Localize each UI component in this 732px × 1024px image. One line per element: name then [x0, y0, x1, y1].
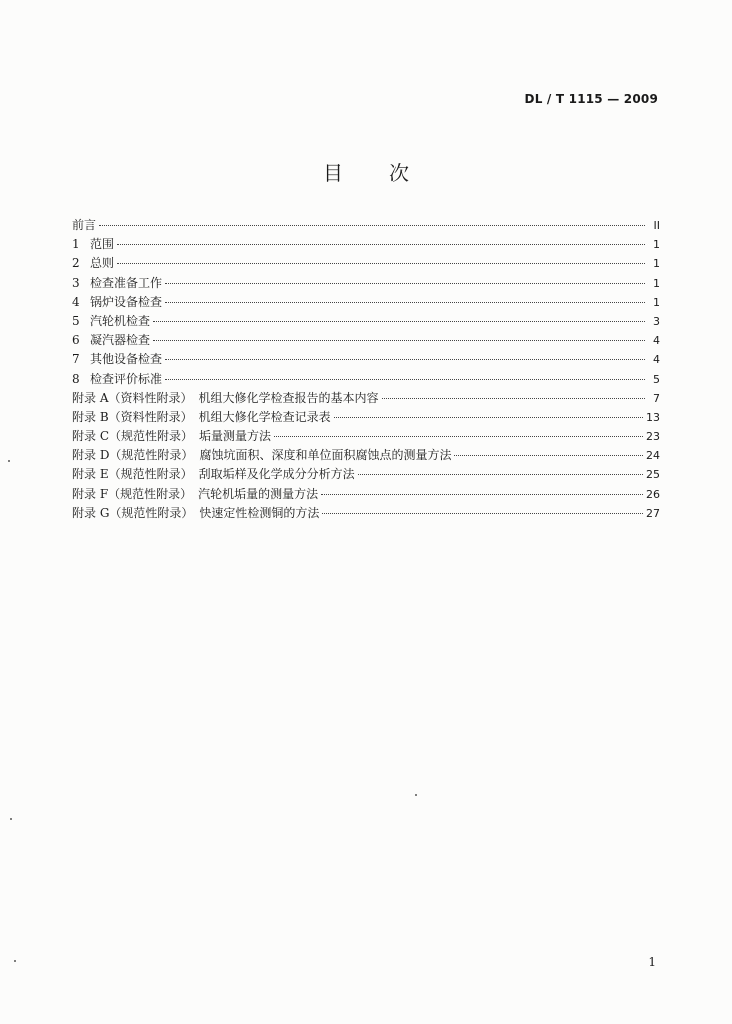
toc-entry-page: 4 — [653, 334, 660, 348]
toc-entry-page: 25 — [646, 468, 660, 482]
toc-entry-number: 附录 D（规范性附录） — [72, 448, 194, 463]
toc-entry[interactable] — [72, 370, 660, 389]
toc-entry[interactable] — [72, 389, 660, 408]
toc-entry-title: 总则 — [90, 256, 115, 271]
toc-entry[interactable] — [72, 465, 660, 484]
toc-dot-leader — [117, 263, 645, 264]
toc-entry-title: 垢量测量方法 — [199, 429, 272, 444]
toc-entry[interactable] — [72, 427, 660, 446]
toc-dot-leader — [382, 398, 646, 399]
toc-dot-leader — [358, 474, 643, 475]
toc-entry[interactable] — [72, 216, 660, 235]
toc-entry-page: 24 — [646, 449, 660, 463]
toc-entry-number: 附录 G（规范性附录） — [72, 505, 194, 520]
toc-entry-title: 凝汽器检查 — [90, 333, 151, 348]
toc-entry-number: 附录 E（规范性附录） — [72, 467, 193, 482]
toc-entry-title: 快速定性检测铜的方法 — [199, 505, 320, 520]
toc-entry-title: 检查准备工作 — [90, 275, 163, 290]
toc-dot-leader — [274, 436, 643, 437]
toc-dot-leader — [334, 417, 643, 418]
toc-dot-leader — [99, 225, 645, 226]
toc-entry[interactable] — [72, 446, 660, 465]
toc-entry-number: 附录 B（资料性附录） — [72, 409, 193, 424]
toc-entry-number: 3 — [72, 275, 80, 290]
toc-entry-number: 附录 F（规范性附录） — [72, 486, 193, 501]
standard-code: DL / T 1115 — 2009 — [524, 92, 658, 106]
toc-entry-title: 机组大修化学检查报告的基本内容 — [198, 390, 379, 405]
toc-dot-leader — [321, 494, 643, 495]
toc-entry-number: 5 — [72, 313, 80, 328]
toc-entry-page: 1 — [653, 238, 660, 252]
toc-dot-leader — [117, 244, 645, 245]
toc-entry-number: 7 — [72, 352, 80, 367]
toc-entry-page: 3 — [653, 314, 660, 328]
toc-entry-page: 13 — [646, 410, 660, 424]
toc-entry-title: 汽轮机垢量的测量方法 — [198, 486, 319, 501]
toc-entry-title: 机组大修化学检查记录表 — [198, 409, 331, 424]
toc-entry[interactable] — [72, 235, 660, 254]
toc-dot-leader — [165, 359, 645, 360]
page-number: 1 — [648, 955, 656, 969]
page-title: 目次 — [323, 161, 455, 185]
toc-entry[interactable] — [72, 312, 660, 331]
toc-entry-title: 汽轮机检查 — [90, 313, 151, 328]
toc-entry[interactable] — [72, 331, 660, 350]
table-of-contents — [72, 216, 660, 523]
toc-entry[interactable] — [72, 408, 660, 427]
toc-entry[interactable] — [72, 254, 660, 273]
toc-entry[interactable] — [72, 293, 660, 312]
scan-speck — [10, 818, 12, 820]
toc-entry-page: II — [653, 219, 660, 232]
toc-entry-title: 范围 — [90, 237, 115, 252]
toc-entry-page: 27 — [646, 506, 660, 520]
toc-entry-number: 附录 C（规范性附录） — [72, 429, 193, 444]
toc-entry-title: 腐蚀坑面积、深度和单位面积腐蚀点的测量方法 — [199, 448, 452, 463]
toc-dot-leader — [322, 513, 643, 514]
toc-entry-number: 6 — [72, 333, 80, 348]
scan-speck — [415, 794, 417, 796]
toc-entry-page: 7 — [653, 391, 660, 405]
toc-entry-number: 附录 A（资料性附录） — [72, 390, 193, 405]
toc-entry[interactable] — [72, 504, 660, 523]
scan-speck — [8, 460, 10, 462]
toc-entry-page: 23 — [646, 430, 660, 444]
toc-entry-title: 其他设备检查 — [90, 352, 163, 367]
toc-entry-page: 26 — [646, 487, 660, 501]
toc-dot-leader — [153, 321, 645, 322]
toc-entry[interactable] — [72, 274, 660, 293]
toc-entry-page: 4 — [653, 353, 660, 367]
toc-entry-number: 2 — [72, 256, 80, 271]
toc-entry-title: 锅炉设备检查 — [90, 294, 163, 309]
toc-entry[interactable] — [72, 485, 660, 504]
toc-entry-number: 4 — [72, 294, 80, 309]
toc-entry-title: 刮取垢样及化学成分分析方法 — [198, 467, 355, 482]
toc-entry-page: 5 — [653, 372, 660, 386]
toc-dot-leader — [165, 302, 645, 303]
toc-entry[interactable] — [72, 350, 660, 369]
toc-entry-number: 8 — [72, 371, 80, 386]
toc-entry-title: 检查评价标准 — [90, 371, 163, 386]
scan-speck — [14, 960, 16, 962]
toc-dot-leader — [165, 283, 645, 284]
toc-entry-title: 前言 — [72, 218, 97, 232]
toc-dot-leader — [454, 455, 643, 456]
toc-dot-leader — [153, 340, 645, 341]
toc-entry-page: 1 — [653, 276, 660, 290]
toc-dot-leader — [165, 379, 645, 380]
toc-entry-page: 1 — [653, 295, 660, 309]
toc-entry-number: 1 — [72, 237, 80, 252]
toc-entry-page: 1 — [653, 257, 660, 271]
